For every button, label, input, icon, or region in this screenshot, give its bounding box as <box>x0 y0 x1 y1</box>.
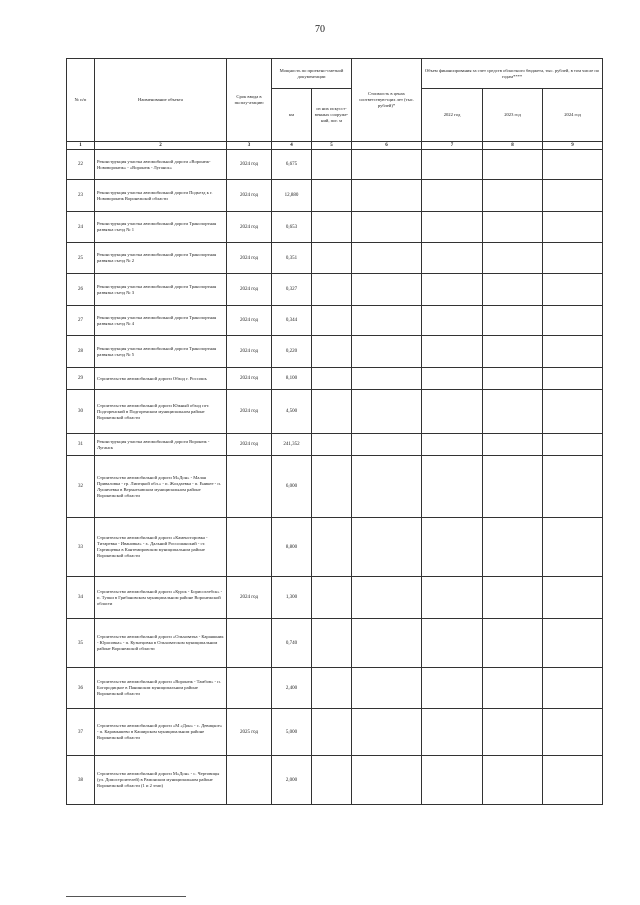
empty-cell <box>352 756 422 805</box>
table-row <box>67 368 603 390</box>
object-name: Строительство автомобильной дороги М«Дон» - Малая Приваловка - гр. Липецкой обл.» - п. Жолдаевка - п. Еникее - п. Лушичевка в Верхнехавском муниципальном районе Воронежской области <box>95 456 227 518</box>
empty-cell <box>543 150 603 180</box>
empty-cell <box>422 150 483 180</box>
empty-cell <box>352 336 422 368</box>
row-number: 34 <box>67 577 95 619</box>
commissioning-year <box>227 619 272 668</box>
commissioning-year <box>227 456 272 518</box>
row-number: 22 <box>67 150 95 180</box>
empty-cell <box>422 668 483 709</box>
empty-cell <box>422 434 483 456</box>
empty-cell <box>352 577 422 619</box>
object-name: Строительство автомобильной дороги «Ольховатка - Караяшник - Юрасовка» - п. Кузнецовка в Ольховатском муниципальном районе Воронежской области <box>95 619 227 668</box>
empty-cell <box>352 306 422 336</box>
empty-cell <box>483 456 543 518</box>
empty-cell <box>543 756 603 805</box>
empty-cell <box>352 390 422 434</box>
empty-cell <box>483 518 543 577</box>
empty-cell <box>483 274 543 306</box>
empty-cell <box>483 150 543 180</box>
table-row <box>67 150 603 180</box>
row-number: 29 <box>67 368 95 390</box>
empty-cell <box>543 390 603 434</box>
empty-cell <box>543 518 603 577</box>
commissioning-year <box>227 518 272 577</box>
commissioning-year: 2025 год <box>227 709 272 756</box>
empty-cell <box>312 368 352 390</box>
commissioning-year: 2024 год <box>227 243 272 274</box>
empty-cell <box>422 390 483 434</box>
column-number: 2 <box>95 142 227 150</box>
empty-cell <box>312 390 352 434</box>
header-capacity: Мощность по проектно-сметной документации <box>272 59 352 89</box>
empty-cell <box>543 243 603 274</box>
empty-cell <box>422 518 483 577</box>
table-row <box>67 668 603 709</box>
row-number: 32 <box>67 456 95 518</box>
object-name: Реконструкция участка автомобильной дороги Подъезд к г. Нововоронеж Воронежской области <box>95 180 227 212</box>
object-name: Строительство автомобильной дороги «М «Дон» - с. Девицкое» - п. Карамышево в Каширском муниципальном районе Воронежской области <box>95 709 227 756</box>
empty-cell <box>543 577 603 619</box>
commissioning-year: 2024 год <box>227 577 272 619</box>
length-km: 241,352 <box>272 434 312 456</box>
empty-cell <box>352 180 422 212</box>
empty-cell <box>483 243 543 274</box>
column-number: 3 <box>227 142 272 150</box>
commissioning-year: 2024 год <box>227 336 272 368</box>
row-number: 27 <box>67 306 95 336</box>
investment-objects-table <box>66 58 603 805</box>
row-number: 30 <box>67 390 95 434</box>
empty-cell <box>312 274 352 306</box>
empty-cell <box>312 619 352 668</box>
commissioning-year: 2024 год <box>227 306 272 336</box>
header-term: Срок ввода в эксплу-атацию <box>227 59 272 142</box>
table-row <box>67 434 603 456</box>
table-row <box>67 306 603 336</box>
row-number: 25 <box>67 243 95 274</box>
empty-cell <box>483 434 543 456</box>
empty-cell <box>543 456 603 518</box>
length-km: 0,740 <box>272 619 312 668</box>
empty-cell <box>312 577 352 619</box>
object-name: Строительство автомобильной дороги Обход г. Россошь <box>95 368 227 390</box>
row-number: 38 <box>67 756 95 805</box>
empty-cell <box>312 150 352 180</box>
footnote-separator <box>66 896 186 897</box>
empty-cell <box>312 306 352 336</box>
commissioning-year: 2024 год <box>227 150 272 180</box>
empty-cell <box>483 390 543 434</box>
empty-cell <box>422 709 483 756</box>
length-km: 8,800 <box>272 518 312 577</box>
table-row <box>67 243 603 274</box>
row-number: 26 <box>67 274 95 306</box>
length-km: 0,344 <box>272 306 312 336</box>
empty-cell <box>483 306 543 336</box>
empty-cell <box>483 577 543 619</box>
header-num: № п/п <box>67 59 95 142</box>
table-row <box>67 180 603 212</box>
column-number: 6 <box>352 142 422 150</box>
empty-cell <box>543 709 603 756</box>
empty-cell <box>483 368 543 390</box>
commissioning-year: 2024 год <box>227 180 272 212</box>
table-row <box>67 336 603 368</box>
empty-cell <box>543 368 603 390</box>
commissioning-year <box>227 756 272 805</box>
commissioning-year: 2024 год <box>227 368 272 390</box>
empty-cell <box>312 518 352 577</box>
table-row <box>67 274 603 306</box>
empty-cell <box>422 368 483 390</box>
empty-cell <box>483 212 543 243</box>
column-number: 7 <box>422 142 483 150</box>
object-name: Реконструкция участка автомобильной дороги Транспортная развязка съезд № 5 <box>95 336 227 368</box>
column-number: 9 <box>543 142 603 150</box>
column-number: 8 <box>483 142 543 150</box>
empty-cell <box>483 668 543 709</box>
empty-cell <box>422 243 483 274</box>
empty-cell <box>543 212 603 243</box>
column-numbers-row <box>67 142 603 150</box>
length-km: 0,351 <box>272 243 312 274</box>
object-name: Реконструкция участка автомобильной дороги «Воронеж-Нововоронеж» - «Воронеж - Луганск» <box>95 150 227 180</box>
empty-cell <box>312 212 352 243</box>
row-number: 35 <box>67 619 95 668</box>
empty-cell <box>312 668 352 709</box>
object-name: Строительство автомобильной дороги «Воронеж - Тамбов» - п. Богородицкое в Панинском муниципальном районе Воронежской области <box>95 668 227 709</box>
empty-cell <box>352 243 422 274</box>
object-name: Реконструкция участка автомобильной дороги Транспортная развязка съезд № 4 <box>95 306 227 336</box>
empty-cell <box>352 212 422 243</box>
commissioning-year: 2024 год <box>227 212 272 243</box>
row-number: 23 <box>67 180 95 212</box>
commissioning-year: 2024 год <box>227 390 272 434</box>
table-row <box>67 709 603 756</box>
object-name: Строительство автомобильной дороги М«Дон» - с. Чертовицы (ул. Домостроителей) в Рамонском муниципальном районе Воронежской области (1 и 2 этап) <box>95 756 227 805</box>
object-name: Реконструкция участка автомобильной дороги Транспортная развязка съезд № 3 <box>95 274 227 306</box>
row-number: 33 <box>67 518 95 577</box>
empty-cell <box>543 180 603 212</box>
empty-cell <box>312 456 352 518</box>
empty-cell <box>483 180 543 212</box>
length-km: 0,220 <box>272 336 312 368</box>
empty-cell <box>352 274 422 306</box>
commissioning-year: 2024 год <box>227 274 272 306</box>
table-row <box>67 619 603 668</box>
row-number: 24 <box>67 212 95 243</box>
length-km: 1,300 <box>272 577 312 619</box>
row-number: 37 <box>67 709 95 756</box>
length-km: 5,000 <box>272 709 312 756</box>
empty-cell <box>352 150 422 180</box>
header-km: км <box>272 89 312 142</box>
commissioning-year: 2024 год <box>227 434 272 456</box>
object-name: Строительство автомобильной дороги «Каменсторовка - Титаревка - Ивановка» - х. Дальний Россошанский - ст. Гартищевка в Кантемировском муниципальном районе Воронежской области <box>95 518 227 577</box>
object-name: Строительство автомобильной дороги «Курск - Борисоглебск» - п. Тупки в Грибановском муниципальном районе Воронежской области <box>95 577 227 619</box>
empty-cell <box>422 577 483 619</box>
empty-cell <box>543 274 603 306</box>
empty-cell <box>422 756 483 805</box>
row-number: 31 <box>67 434 95 456</box>
empty-cell <box>312 434 352 456</box>
table-row <box>67 212 603 243</box>
length-km: 0,653 <box>272 212 312 243</box>
table-row <box>67 456 603 518</box>
empty-cell <box>422 212 483 243</box>
empty-cell <box>422 180 483 212</box>
empty-cell <box>483 709 543 756</box>
empty-cell <box>352 709 422 756</box>
object-name: Реконструкция участка автомобильной дороги Транспортная развязка съезд № 2 <box>95 243 227 274</box>
empty-cell <box>312 336 352 368</box>
empty-cell <box>543 434 603 456</box>
table-row <box>67 577 603 619</box>
commissioning-year <box>227 668 272 709</box>
empty-cell <box>312 180 352 212</box>
object-name: Строительство автомобильной дороги Южный обход пгт. Подгоренский в Подгоренском муниципальном районе Воронежской области <box>95 390 227 434</box>
empty-cell <box>352 456 422 518</box>
header-2022: 2022 год <box>422 89 483 142</box>
table-row <box>67 390 603 434</box>
length-km: 6,000 <box>272 456 312 518</box>
empty-cell <box>543 619 603 668</box>
header-2024: 2024 год <box>543 89 603 142</box>
length-km: 4,500 <box>272 390 312 434</box>
column-number: 1 <box>67 142 95 150</box>
empty-cell <box>483 756 543 805</box>
empty-cell <box>483 336 543 368</box>
column-number: 4 <box>272 142 312 150</box>
length-km: 2,000 <box>272 756 312 805</box>
empty-cell <box>483 619 543 668</box>
length-km: 2,400 <box>272 668 312 709</box>
empty-cell <box>543 306 603 336</box>
empty-cell <box>312 756 352 805</box>
empty-cell <box>422 619 483 668</box>
length-km: 8,100 <box>272 368 312 390</box>
header-artificial: из них искусст-венных сооруже-ний, пог. м <box>312 89 352 142</box>
empty-cell <box>352 518 422 577</box>
empty-cell <box>312 243 352 274</box>
empty-cell <box>543 668 603 709</box>
empty-cell <box>422 456 483 518</box>
empty-cell <box>422 274 483 306</box>
page-number: 70 <box>315 24 325 35</box>
column-number: 5 <box>312 142 352 150</box>
table-row <box>67 518 603 577</box>
empty-cell <box>352 668 422 709</box>
header-2023: 2023 год <box>483 89 543 142</box>
empty-cell <box>352 368 422 390</box>
object-name: Реконструкция участка автомобильной дороги Воронеж - Луганск <box>95 434 227 456</box>
length-km: 12,880 <box>272 180 312 212</box>
table-row <box>67 756 603 805</box>
empty-cell <box>312 709 352 756</box>
row-number: 36 <box>67 668 95 709</box>
empty-cell <box>422 306 483 336</box>
length-km: 0,327 <box>272 274 312 306</box>
empty-cell <box>543 336 603 368</box>
header-funding: Объем финансирования за счет средств областного бюджета, тыс. рублей, в том числе по годам**** <box>422 59 603 89</box>
header-cost: Стоимость в ценах соответствую-щих лет (тыс. рублей)* <box>352 59 422 142</box>
empty-cell <box>422 336 483 368</box>
row-number: 28 <box>67 336 95 368</box>
length-km: 6,675 <box>272 150 312 180</box>
empty-cell <box>352 434 422 456</box>
header-name: Наименование объекта <box>95 59 227 142</box>
empty-cell <box>352 619 422 668</box>
object-name: Реконструкция участка автомобильной дороги Транспортная развязка съезд № 1 <box>95 212 227 243</box>
